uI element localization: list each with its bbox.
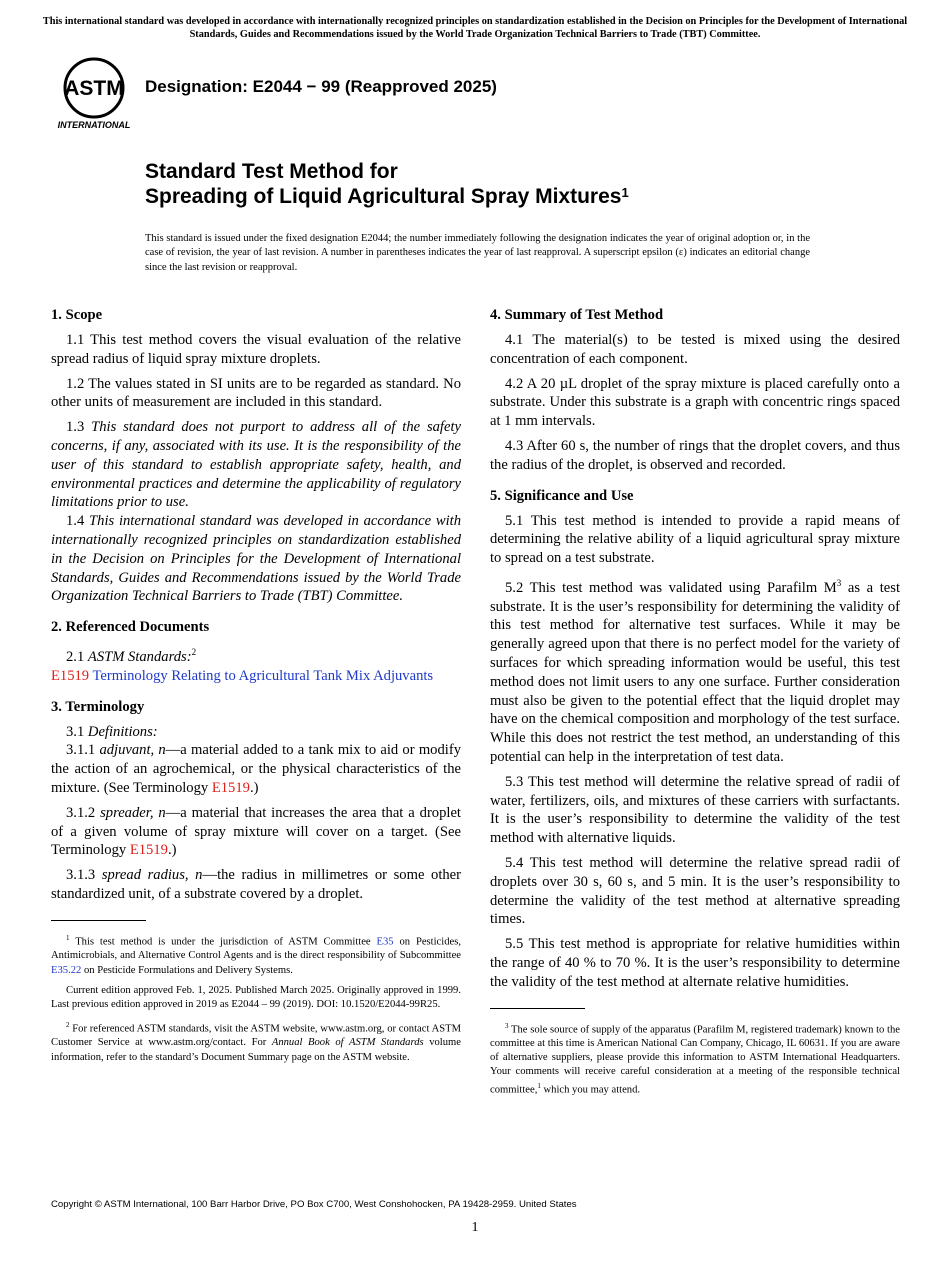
document-title [145, 159, 629, 209]
footnote-1-c: on Pesticide Formulations and Delivery Systems. [81, 964, 293, 976]
para-1-4 [51, 512, 461, 606]
def-1-num: 3.1.1 [66, 742, 96, 759]
para-1-2: 1.2 The values stated in SI units are to be regarded as standard. No other units of measurement are included in this standard. [51, 375, 461, 411]
footnote-edition: Current edition approved Feb. 1, 2025. Published March 2025. Originally approved in 1999. Last previous edition approved in 2019 as E2044 – 99 (2019). DOI: 10.1520/E2044-99R25. [51, 984, 461, 1010]
para-5-1: 5.1 This test method is intended to provide a rapid means of determining the relative ability of a liquid agricultural spray mixture to spread on a test substrate. [490, 512, 900, 567]
title-footnote-mark: 1 [621, 185, 629, 200]
def-1-end: .) [249, 780, 259, 796]
footnote-2-italic: Annual Book of ASTM Standards [271, 1037, 424, 1049]
footnote-mark-2: 2 [191, 647, 197, 658]
para-1-4-text: This international standard was developed in accordance with internationally recognized principles on standardization established in the Decision on Principles for the Development of International Standards, Guides and Recommendations issued by the World Trade Organization Technical Barriers to Trade (TBT) Committee. [51, 513, 462, 605]
section-heading-terminology: 3. Terminology [51, 698, 145, 715]
definition-spread-radius [51, 866, 461, 904]
footnote-1-b: on Pesticides, Antimicrobials, and Alternative Control Agents and is the direct responsibility of Subcommittee [51, 936, 461, 962]
para-5-4: 5.4 This test method will determine the relative spread radii of droplets over 30 s, 60 s, and 5 min. It is the user’s responsibility to determine the validity of the test method at alternative spreading times. [490, 854, 900, 928]
def-2-ref-link[interactable]: E1519 [129, 842, 168, 859]
footnote-3 [490, 1019, 900, 1099]
definition-spreader [51, 804, 461, 860]
footnote-1 [51, 931, 461, 978]
astm-logo-icon [52, 56, 136, 132]
para-5-2-b: as a test substrate. It is the user’s responsibility for determining the validity of this test method for alternative test surfaces. While it may be generally agreed upon that there is no perfect model for the variety of surfaces for which spreading information would be useful, this test method does not limit users to any one surface. Further consideration must also be given to the potential effect that the liquid droplet may have on the chemical composition and morphology of the test surface. While this does not restrict the test method, an understanding of this potential can help in the interpretation of test data. [490, 579, 900, 765]
footnote-2 [51, 1018, 461, 1065]
para-1-4-num: 1.4 [66, 513, 85, 530]
reference-title-link[interactable]: Terminology Relating to Agricultural Tank Mix Adjuvants [92, 667, 434, 684]
title-line-2-text: Spreading of Liquid Agricultural Spray Mixtures [145, 185, 622, 208]
para-5-5: 5.5 This test method is appropriate for relative humidities within the range of 40 % to 70 %. It is the user’s responsibility to determine the validity of the test method at alternate relative humidities. [490, 936, 900, 990]
def-1-ref-link[interactable]: E1519 [211, 780, 250, 796]
def-3-num: 3.1.3 [66, 867, 96, 884]
footnote-3-a: The sole source of supply of the apparatus (Parafilm M, registered trademark) known to the committee at this time is American National Can Company, Chicago, IL 60631. If you are aware of alternative suppliers, please provide this information to ASTM International Headquarters. Your comments will receive careful consideration at a meeting of the responsible technical committee, [490, 1024, 900, 1096]
section-heading-scope: 1. Scope [51, 307, 103, 323]
para-5-2 [490, 574, 900, 767]
reference-code-link[interactable]: E1519 [51, 667, 90, 684]
logo-letters: ASTM [64, 77, 124, 100]
def-3-term: spread radius, n [101, 867, 203, 884]
para-2-1-num: 2.1 [66, 649, 85, 666]
footnote-3-b: which you may attend. [540, 1085, 641, 1096]
para-1-3 [51, 418, 461, 512]
def-1-term: adjuvant, n [99, 742, 166, 759]
footnote-1-a: This test method is under the jurisdiction of ASTM Committee [75, 936, 377, 948]
astm-logo [52, 56, 136, 132]
para-3-1-num: 3.1 [66, 723, 85, 740]
def-2-num: 3.1.2 [66, 804, 96, 821]
para-5-3: 5.3 This test method will determine the relative spread of radii of water, fertilizers, oils, and mixtures of these carriers with surfactants. It is the user’s responsibility to determine the validity of the test method with alternative liquids. [490, 773, 900, 847]
copyright-line: Copyright © ASTM International, 100 Barr Harbor Drive, PO Box C700, West Conshohocken, PA 19428-2959. United States [51, 1199, 577, 1210]
para-5-2-a: 5.2 This test method was validated using Parafilm M [505, 579, 837, 596]
def-3-text: —the radius in millimetres or some other standardized unit, of a substrate covered by a droplet. [51, 867, 462, 902]
section-heading-significance: 5. Significance and Use [490, 487, 634, 504]
def-1-text: —a material added to a tank mix to aid or modify the action of an agrochemical, or the physical characteristics of the mixture. (See Terminology [51, 742, 461, 796]
para-2-1-label: ASTM Standards: [87, 649, 192, 666]
para-1-3-num: 1.3 [66, 419, 85, 436]
reference-e1519[interactable] [51, 667, 461, 686]
def-2-text: —a material that increases the area that a droplet of a given volume of spray mixture will cover on a target. (See Terminology [51, 804, 461, 859]
section-heading-summary: 4. Summary of Test Method [490, 307, 664, 323]
footnote-divider-right [490, 1008, 585, 1009]
para-4-3: 4.3 After 60 s, the number of rings that the droplet covers, and thus the radius of the droplet, is observed and recorded. [490, 437, 900, 473]
def-2-term: spreader, n [100, 804, 166, 821]
logo-org: INTERNATIONAL [57, 120, 131, 130]
footnote-1-mark: 1 [66, 933, 70, 942]
footnote-3-mark: 3 [505, 1021, 509, 1030]
subcommittee-e35-22-link[interactable]: E35.22 [51, 964, 82, 976]
left-column [51, 306, 461, 1071]
para-4-2: 4.2 A 20 µL droplet of the spray mixture is placed carefully onto a substrate. Under this substrate is a graph with concentric rings spaced at 1 mm intervals. [490, 375, 900, 430]
para-4-1: 4.1 The material(s) to be tested is mixed using the desired concentration of each component. [490, 332, 900, 367]
right-column [490, 306, 900, 1104]
def-2-end: .) [167, 842, 177, 859]
title-line-1: Standard Test Method for [145, 160, 398, 183]
tbt-banner: This international standard was developed in accordance with internationally recognized principles on standardization established in the Decision on Principles for the Development of International Standards, Guides and Recommendations issued by the World Trade Organization Technical Barriers to Trade (TBT) Committee. [42, 16, 908, 40]
designation: Designation: E2044 − 99 (Reapproved 2025) [145, 77, 497, 96]
footnote-2-mark: 2 [66, 1020, 70, 1029]
footnote-2-b: volume information, refer to the standard’s Document Summary page on the ASTM website. [51, 1037, 461, 1063]
committee-e35-link[interactable]: E35 [376, 936, 394, 948]
page-number: 1 [471, 1220, 479, 1235]
section-heading-referenced: 2. Referenced Documents [51, 619, 210, 636]
footnote-3-ref-mark: 1 [537, 1082, 541, 1091]
para-3-1 [51, 723, 461, 742]
footnote-mark-3: 3 [836, 577, 842, 588]
para-3-1-label: Definitions: [87, 723, 158, 740]
para-1-3-text: This standard does not purport to address all of the safety concerns, if any, associated with its use. It is the responsibility of the user of this standard to establish appropriate safety, health, and environmental practices and determine the applicability of regulatory limitations prior to use. [51, 419, 461, 511]
para-2-1 [51, 643, 461, 667]
issuance-notice: This standard is issued under the fixed designation E2044; the number immediately following the designation indicates the year of original adoption or, in the case of revision, the year of last revision. A number in parentheses indicates the year of last reapproval. A superscript epsilon (ε) indicates an editorial change since the last revision or reapproval. [145, 233, 810, 273]
title-line-2 [145, 184, 629, 209]
para-1-1: 1.1 This test method covers the visual evaluation of the relative spread radius of liquid spray mixture droplets. [51, 332, 461, 367]
footnote-2-a: For referenced ASTM standards, visit the ASTM website, www.astm.org, or contact ASTM Customer Service at www.astm.org/contact. For [51, 1023, 461, 1049]
footnote-divider [51, 920, 146, 921]
definition-adjuvant [51, 741, 461, 797]
